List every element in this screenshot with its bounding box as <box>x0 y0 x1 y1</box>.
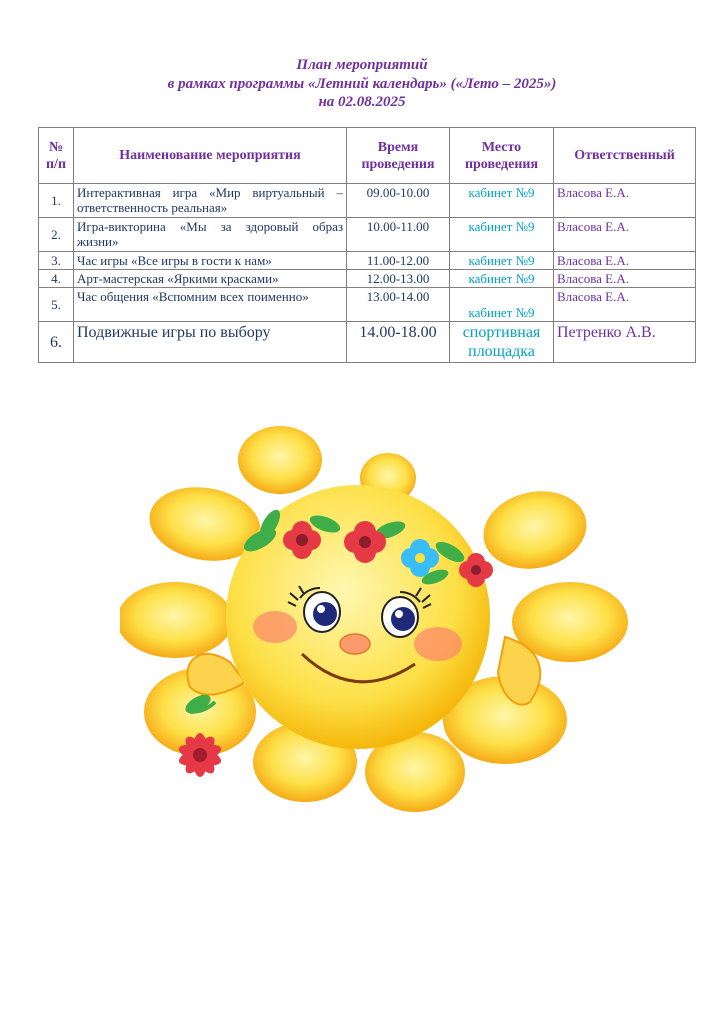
row-responsible: Власова Е.А. <box>554 184 696 218</box>
header-responsible: Ответственный <box>554 128 696 184</box>
row-num: 2. <box>39 218 74 252</box>
table-row <box>39 322 696 363</box>
table-row <box>39 270 696 288</box>
sun-nose <box>340 634 370 654</box>
table-row <box>39 252 696 270</box>
row-responsible: Власова Е.А. <box>554 288 696 322</box>
row-num: 4. <box>39 270 74 288</box>
row-name: Подвижные игры по выбору <box>74 322 347 363</box>
row-place: кабинет №9 <box>450 288 554 322</box>
row-place: кабинет №9 <box>450 184 554 218</box>
table-header-row <box>39 128 696 184</box>
row-responsible: Петренко А.В. <box>554 322 696 363</box>
row-num: 5. <box>39 288 74 322</box>
title-line-1: План мероприятий <box>296 57 428 73</box>
title-line-3: на 02.08.2025 <box>318 94 406 110</box>
row-responsible: Власова Е.А. <box>554 270 696 288</box>
row-num: 6. <box>39 322 74 363</box>
document-title <box>0 56 724 112</box>
smiling-sun-icon <box>120 412 640 822</box>
row-time: 12.00-13.00 <box>347 270 450 288</box>
row-time: 14.00-18.00 <box>347 322 450 363</box>
header-num: № п/п <box>39 128 74 184</box>
row-name: Час игры «Все игры в гости к нам» <box>74 252 347 270</box>
row-place: кабинет №9 <box>450 252 554 270</box>
row-time: 10.00-11.00 <box>347 218 450 252</box>
row-responsible: Власова Е.А. <box>554 252 696 270</box>
row-name: Час общения «Вспомним всех поименно» <box>74 288 347 322</box>
table-row <box>39 218 696 252</box>
row-place: кабинет №9 <box>450 218 554 252</box>
row-name: Игра-викторина «Мы за здоровый образ жизни» <box>74 218 347 252</box>
table-row <box>39 184 696 218</box>
row-place: кабинет №9 <box>450 270 554 288</box>
header-name: Наименование мероприятия <box>74 128 347 184</box>
row-time: 13.00-14.00 <box>347 288 450 322</box>
row-num: 1. <box>39 184 74 218</box>
row-place: спортивная площадка <box>450 322 554 363</box>
title-line-2: в рамках программы «Летний календарь» («Лето – 2025») <box>167 75 557 92</box>
row-time: 09.00-10.00 <box>347 184 450 218</box>
row-name: Арт-мастерская «Яркими красками» <box>74 270 347 288</box>
row-name: Интерактивная игра «Мир виртуальный – ответственность реальная» <box>74 184 347 218</box>
row-time: 11.00-12.00 <box>347 252 450 270</box>
header-place: Место проведения <box>450 128 554 184</box>
table-row <box>39 288 696 322</box>
row-num: 3. <box>39 252 74 270</box>
header-time: Время проведения <box>347 128 450 184</box>
row-responsible: Власова Е.А. <box>554 218 696 252</box>
events-table <box>38 127 696 363</box>
